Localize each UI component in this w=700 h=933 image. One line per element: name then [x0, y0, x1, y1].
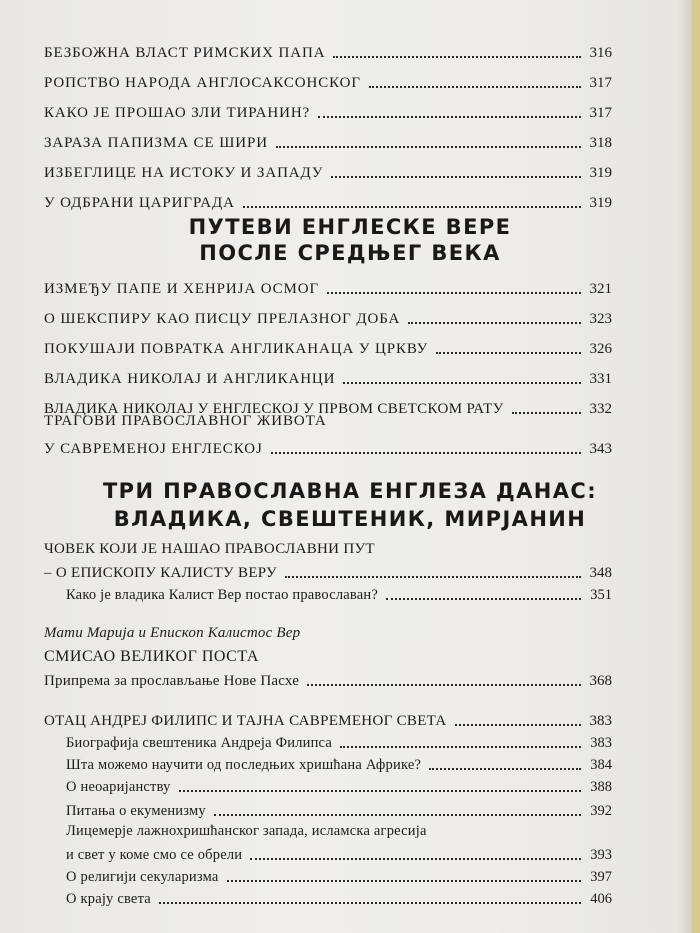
toc-sub-entry-title: Како је владика Калист Вер постао православан?: [66, 587, 378, 603]
toc-entry-title: У ОДБРАНИ ЦАРИГРАДА: [44, 195, 235, 211]
toc-entry-title: ЗАРАЗА ПАПИЗМА СЕ ШИРИ: [44, 135, 268, 151]
dot-leader: [455, 724, 581, 726]
toc-entry-title: ОТАЦ АНДРЕЈ ФИЛИПС И ТАЈНА САВРЕМЕНОГ СВЕТА: [44, 713, 447, 729]
authors-line: Мати Марија и Епископ Калистос Вер: [44, 625, 301, 641]
toc-sub-entry-title: О религији секуларизма: [66, 869, 219, 885]
toc-entry: [44, 558, 612, 582]
dot-leader: [436, 352, 581, 354]
toc-entry-page: 319: [589, 165, 612, 181]
dot-leader: [333, 56, 581, 58]
toc-entry: [44, 274, 612, 298]
dot-leader: [331, 176, 581, 178]
toc-entry-title: ВЛАДИКА НИКОЛАЈ И АНГЛИКАНЦИ: [44, 371, 336, 387]
toc-sub-entry-page: 406: [590, 891, 612, 907]
toc-entry-page: 332: [589, 401, 612, 417]
dot-leader: [408, 322, 581, 324]
toc-entry-title: ВЛАДИКА НИКОЛАЈ У ЕНГЛЕСКОЈ У ПРВОМ СВЕТСКОМ РАТУ: [44, 401, 504, 417]
toc-entry-page: 368: [589, 673, 612, 689]
toc-sub-entry: [66, 728, 612, 752]
toc-entry: [44, 98, 612, 122]
dot-leader: [271, 452, 581, 454]
dot-leader: [285, 576, 581, 578]
toc-entry-page: 317: [589, 105, 612, 121]
toc-sub-entry: [66, 884, 612, 908]
dot-leader: [250, 858, 581, 860]
section-heading-line-1: ТРИ ПРАВОСЛАВНА ЕНГЛЕЗА ДАНАС:: [102, 479, 598, 503]
toc-entry-title: О ШЕКСПИРУ КАО ПИСЦУ ПРЕЛАЗНОГ ДОБА: [44, 311, 401, 327]
toc-entry-page: 321: [589, 281, 612, 297]
section-heading-line-2: ПОСЛЕ СРЕДЊЕГ ВЕКА: [199, 241, 501, 265]
toc-entry-page: 383: [589, 713, 612, 729]
toc-entry-title: КАКО ЈЕ ПРОШАО ЗЛИ ТИРАНИН?: [44, 105, 311, 121]
dot-leader: [159, 902, 581, 904]
toc-entry: [44, 158, 612, 182]
dot-leader: [369, 86, 581, 88]
toc-entry-title: ПОКУШАЈИ ПОВРАТКА АНГЛИКАНАЦА У ЦРКВУ: [44, 341, 429, 357]
toc-entry-title-line-2: – О ЕПИСКОПУ КАЛИСТУ ВЕРУ: [44, 565, 277, 581]
toc-sub-entry-title-line-2: и свет у коме смо се обрели: [66, 847, 243, 863]
toc-entry-title: РОПСТВО НАРОДА АНГЛОСАКСОНСКОГ: [44, 75, 361, 91]
toc-entry-title: БЕЗБОЖНА ВЛАСТ РИМСКИХ ПАПА: [44, 45, 326, 61]
toc-entry-title: ИЗМЕЂУ ПАПЕ И ХЕНРИЈА ОСМОГ: [44, 281, 320, 297]
dot-leader: [429, 768, 581, 770]
toc-entry-title-line-1: ЧОВЕК КОЈИ ЈЕ НАШАО ПРАВОСЛАВНИ ПУТ: [44, 541, 375, 557]
toc-sub-entry-page: 383: [590, 735, 612, 751]
chapter-title: СМИСАО ВЕЛИКОГ ПОСТА: [44, 648, 259, 665]
toc-sub-entry-page: 392: [590, 803, 612, 819]
toc-sub-entry-page: 388: [590, 779, 612, 795]
toc-sub-entry: [66, 750, 612, 774]
toc-entry: [44, 364, 612, 388]
toc-entry-page: 323: [589, 311, 612, 327]
toc-sub-entry: [66, 580, 612, 604]
toc-sub-entry-page: 393: [590, 847, 612, 863]
toc-sub-entry: [66, 840, 612, 864]
toc-sub-entry: [66, 796, 612, 820]
toc-entry-page: 331: [589, 371, 612, 387]
toc-entry-page: 343: [589, 441, 612, 457]
toc-sub-entry-page: 351: [590, 587, 612, 603]
dot-leader: [327, 292, 581, 294]
dot-leader: [318, 116, 581, 118]
toc-entry: [44, 128, 612, 152]
toc-entry-page: 319: [589, 195, 612, 211]
toc-entry: [44, 188, 612, 212]
toc-entry-title-line-1: ТРАГОВИ ПРАВОСЛАВНОГ ЖИВОТА: [44, 413, 327, 429]
toc-sub-entry-title: О крају света: [66, 891, 151, 907]
toc-entry: [44, 334, 612, 358]
toc-sub-entry: [66, 772, 612, 796]
toc-sub-entry-title-line-1: Лицемерје лажнохришћанског запада, исламска агресија: [66, 823, 427, 839]
toc-entry-title: Припрема за прослављање Нове Пасхе: [44, 673, 300, 689]
toc-entry: [44, 304, 612, 328]
dot-leader: [276, 146, 581, 148]
dot-leader: [386, 598, 581, 600]
dot-leader: [343, 382, 581, 384]
toc-entry-page: 316: [589, 45, 612, 61]
toc-sub-entry-title: Питања о екуменизму: [66, 803, 206, 819]
toc-entry: [44, 38, 612, 62]
toc-entry: [44, 68, 612, 92]
toc-sub-entry-title: Биографија свештеника Андреја Филипса: [66, 735, 332, 751]
section-heading-line-1: ПУТЕВИ ЕНГЛЕСКЕ ВЕРЕ: [188, 215, 512, 239]
toc-entry: [44, 666, 612, 690]
toc-sub-entry: [66, 862, 612, 886]
dot-leader: [227, 880, 581, 882]
dot-leader: [243, 206, 581, 208]
toc-entry-title: ИЗБЕГЛИЦЕ НА ИСТОКУ И ЗАПАДУ: [44, 165, 324, 181]
toc-sub-entry-page: 384: [590, 757, 612, 773]
toc-entry: [44, 434, 612, 458]
toc-entry: [44, 706, 612, 730]
dot-leader: [307, 684, 581, 686]
dot-leader: [512, 412, 581, 414]
toc-entry-page: 348: [589, 565, 612, 581]
toc-entry-page: 317: [589, 75, 612, 91]
toc-sub-entry-title: О неоаријанству: [66, 779, 171, 795]
toc-entry-title-line-2: У САВРЕМЕНОЈ ЕНГЛЕСКОЈ: [44, 441, 263, 457]
dot-leader: [214, 814, 581, 816]
toc-sub-entry-title: Шта можемо научити од последњих хришћана Африке?: [66, 757, 422, 773]
dot-leader: [179, 790, 581, 792]
toc-entry-page: 318: [589, 135, 612, 151]
section-heading-line-2: ВЛАДИКА, СВЕШТЕНИК, МИРЈАНИН: [113, 507, 587, 531]
toc-entry-page: 326: [589, 341, 612, 357]
dot-leader: [340, 746, 581, 748]
toc-sub-entry-page: 397: [590, 869, 612, 885]
